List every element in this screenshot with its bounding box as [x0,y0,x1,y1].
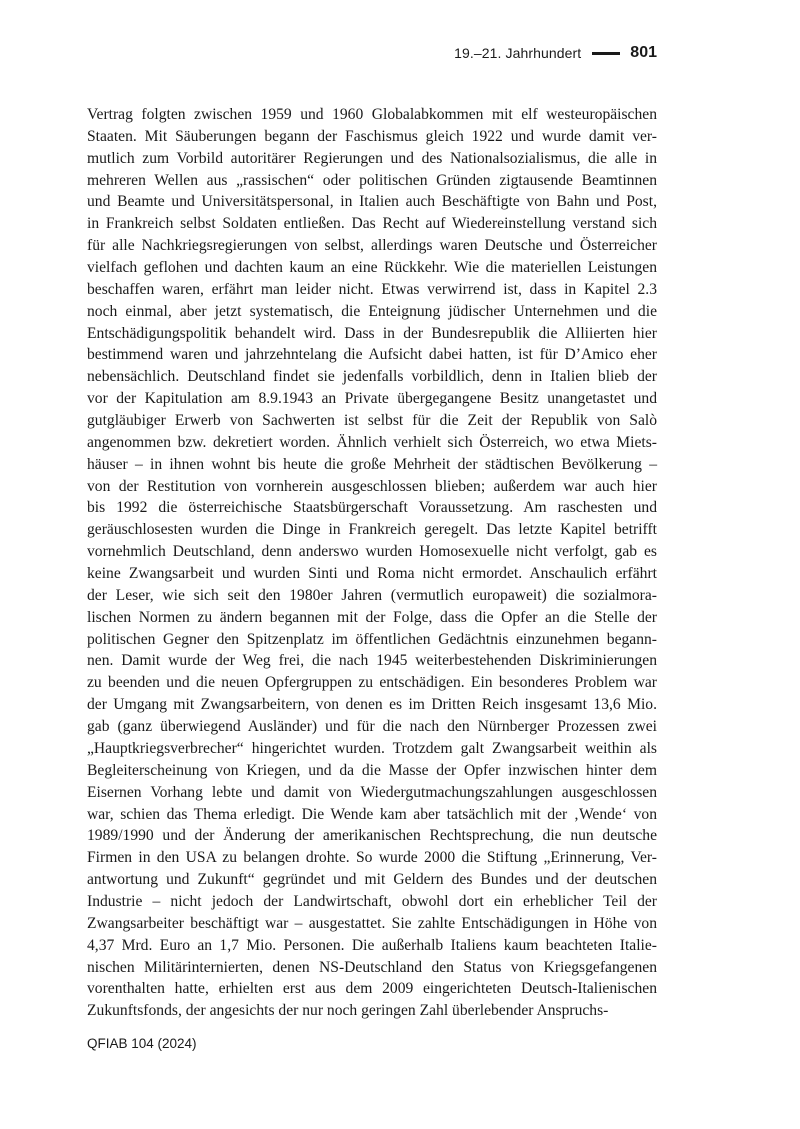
text-line: vor der Kapitulation am 8.9.1943 an Private übergegangene Besitz unangetastet und [87,390,657,408]
text-line: antwortung und Zukunft“ gegründet und mit Geldern des Bundes und der deutschen [87,871,657,889]
text-line: gab (ganz überwiegend Ausländer) und für die nach den Nürnberger Prozessen zwei [87,718,657,736]
text-line: beschaffen waren, erfährt man leider nicht. Etwas verwirrend ist, dass in Kapitel 2.3 [87,280,657,298]
text-line: nischen Militärinternierten, denen NS-Deutschland den Status von Kriegsgefangenen [87,958,657,976]
text-line: der Leser, wie sich seit den 1980er Jahren (vermutlich europaweit) die sozialmora- [87,586,657,604]
running-head-rule [592,52,620,55]
text-line: bestimmend waren und jahrzehntelang die Aufsicht dabei hatten, ist für D’Amico eher [87,346,657,364]
text-line: von der Restitution von vornherein ausgeschlossen blieben; außerdem war auch hier [87,477,657,495]
text-line: Zwangsarbeiter beschäftigt war – ausgestattet. Sie zahlte Entschädigungen in Höhe von [87,914,657,932]
text-line: vielfach geflohen und dachten kaum an eine Rückkehr. Wie die materiellen Leistungen [87,259,657,277]
page-number: 801 [630,44,657,61]
text-line: Industrie – nicht jedoch der Landwirtschaft, obwohl dort ein erheblicher Teil der [87,892,657,910]
text-line: häuser – in ihnen wohnt bis heute die große Mehrheit der städtischen Bevölkerung – [87,455,657,473]
text-line: Eisernen Vorhang lebte und damit von Wiedergutmachungszahlungen ausgeschlossen [87,783,657,801]
text-line: nen. Damit wurde der Weg frei, die nach 1945 weiterbestehenden Diskriminierungen [87,652,657,670]
text-line: 1989/1990 und der Änderung der amerikanischen Rechtsprechung, die nun deutsche [87,827,657,845]
text-line: und Beamte und Universitätspersonal, in Italien auch Beschäftigte von Bahn und Post, [87,193,657,211]
text-line: „Hauptkriegsverbrecher“ hingerichtet wurden. Trotzdem galt Zwangsarbeit weithin als [87,739,657,757]
text-line: Begleiterscheinung von Kriegen, und da die Masse der Opfer inzwischen hinter dem [87,761,657,779]
running-title: 19.–21. Jahrhundert [454,45,582,61]
text-line: bis 1992 die österreichische Staatsbürgerschaft Voraussetzung. Am raschesten und [87,499,657,517]
text-line: vornehmlich Deutschland, denn anderswo wurden Homosexuelle nicht verfolgt, gab es [87,543,657,561]
text-line: Zukunftsfonds, der angesichts der nur noch geringen Zahl überlebender Anspruchs- [87,1002,609,1020]
text-line: nebensächlich. Deutschland findet sie jedenfalls vorbildlich, denn in Italien blieb der [87,368,657,386]
text-line: in Frankreich selbst Soldaten entließen. Das Recht auf Wiedereinstellung verstand sich [87,215,657,233]
text-line: Firmen in den USA zu belangen drohte. So wurde 2000 die Stiftung „Erinnerung, Ver- [87,849,657,867]
text-line: noch einmal, aber jetzt systematisch, die Enteignung jüdischer Unternehmen und die [87,302,657,320]
text-line: angenommen bzw. dekretiert worden. Ähnlich verhielt sich Österreich, wo etwa Miets- [87,433,657,451]
text-line: der Umgang mit Zwangsarbeitern, von denen es im Dritten Reich insgesamt 13,6 Mio. [87,696,657,714]
text-line: gutgläubiger Erwerb von Sachwerten ist selbst für die Zeit der Republik von Salò [87,412,657,430]
footer-journal: QFIAB 104 (2024) [87,1036,197,1051]
text-line: politischen Gegner den Spitzenplatz im öffentlichen Gedächtnis einzunehmen begann- [87,630,657,648]
text-line: für alle Nachkriegsregierungen von selbst, allerdings waren Deutsche und Österreicher [87,237,657,255]
text-line: vorenthalten hatte, erhielten erst aus dem 2009 eingerichteten Deutsch-Italienischen [87,980,657,998]
text-line: Staaten. Mit Säuberungen begann der Faschismus gleich 1922 und wurde damit ver- [87,127,657,145]
text-line: war, schien das Thema erledigt. Die Wende kam aber tatsächlich mit der ‚Wende‘ von [87,805,657,823]
text-line: 4,37 Mrd. Euro an 1,7 Mio. Personen. Die außerhalb Italiens kaum beachteten Italie- [87,936,657,954]
running-head [454,44,657,62]
text-line: Entschädigungspolitik behandelt wird. Dass in der Bundesrepublik die Alliierten hier [87,324,657,342]
text-line: zu beenden und die neuen Opfergruppen zu entschädigen. Ein besonderes Problem war [87,674,657,692]
text-line: keine Zwangsarbeit und wurden Sinti und Roma nicht ermordet. Anschaulich erfährt [87,565,657,583]
text-line: lischen Normen zu ändern begannen mit der Folge, dass die Opfer an die Stelle der [87,608,657,626]
text-line: Vertrag folgten zwischen 1959 und 1960 Globalabkommen mit elf westeuropäischen [87,106,657,123]
text-line: mutlich zum Vorbild autoritärer Regierungen und des Nationalsozialismus, die alle in [87,149,657,167]
text-line: geräuschlosesten wurden die Dinge in Frankreich geregelt. Das letzte Kapitel betrifft [87,521,657,539]
text-line: mehreren Wellen aus „rassischen“ oder politischen Gründen zigtausende Beamtinnen [87,171,657,189]
body-text [87,104,657,1022]
